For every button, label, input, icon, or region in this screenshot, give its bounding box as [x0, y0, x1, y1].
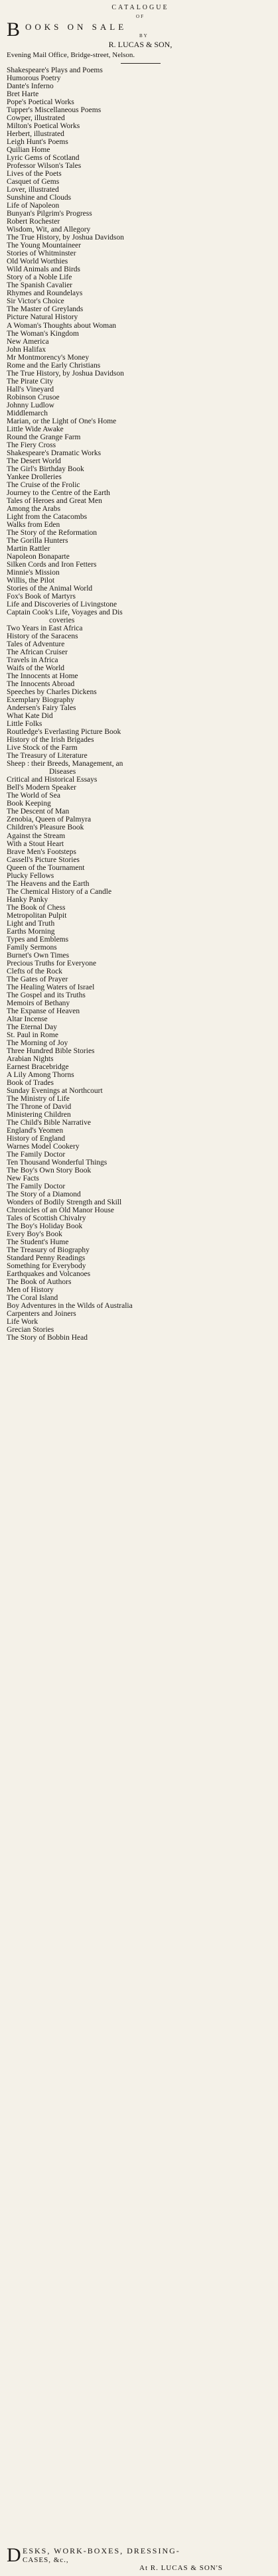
book-title: The Gorilla Hunters — [7, 536, 68, 545]
book-title: Sunshine and Clouds — [7, 194, 72, 202]
book-title: The Coral Island — [7, 1294, 58, 1303]
book-title: Quilian Home — [7, 146, 50, 155]
book-title: Live Stock of the Farm — [7, 744, 78, 752]
book-title: Zenobia, Queen of Palmyra — [7, 816, 92, 824]
book-title: Marian, or the Light of One's Home — [7, 417, 117, 425]
book-title: History of England — [7, 1135, 66, 1143]
book-title: Against the Stream — [7, 831, 66, 840]
book-title: Humorous Poetry — [7, 74, 61, 83]
book-title: Little Folks — [7, 720, 42, 729]
of-word: OF — [136, 14, 145, 19]
book-title: Clefts of the Rock — [7, 967, 62, 975]
book-title: The True History, by Joshua Davidson — [7, 369, 124, 378]
book-title: The Boy's Own Story Book — [7, 1167, 92, 1175]
book-title: Tales of Scottish Chivalry — [7, 1214, 86, 1223]
book-title: Casquet of Gems — [7, 178, 60, 186]
book-title: Travels in Africa — [7, 656, 58, 665]
book-title: History of the Saracens — [7, 632, 78, 641]
book-title: Warnes Model Cookery — [7, 1143, 80, 1151]
book-title: Little Wide Awake — [7, 425, 64, 433]
book-title: Old World Worthies — [7, 257, 68, 266]
book-title: The Ministry of Life — [7, 1095, 70, 1104]
book-title: The Fiery Cross — [7, 441, 56, 449]
book-title: Hanky Panky — [7, 895, 48, 904]
book-title: John Halifax — [7, 345, 46, 354]
book-title: The Eternal Day — [7, 1023, 57, 1031]
book-title: Waifs of the World — [7, 664, 65, 673]
book-title: Altar Incense — [7, 1015, 48, 1023]
book-title: Bell's Modern Speaker — [7, 784, 76, 792]
book-title: Herbert, illustrated — [7, 130, 64, 139]
book-title: Rome and the Early Christians — [7, 361, 101, 370]
book-title: Queen of the Tournament — [7, 863, 85, 872]
book-title: Earthquakes and Volcanoes — [7, 1270, 91, 1279]
book-title: Tupper's Miscellaneous Poems — [7, 106, 102, 115]
book-title: Sunday Evenings at Northcourt — [7, 1087, 103, 1095]
book-title: Stories of Whitminster — [7, 250, 76, 258]
by-word: BY — [139, 33, 149, 38]
book-title: Boy Adventures in the Wilds of Australia — [7, 1302, 133, 1311]
book-title: Picture Natural History — [7, 313, 78, 322]
footer-line-1: ESKS, WORK-BOXES, DRESSING- — [23, 2546, 180, 2555]
book-title: Story of a Noble Life — [7, 273, 72, 282]
book-title: A Woman's Thoughts about Woman — [7, 321, 117, 330]
book-title: The Treasury of Biography — [7, 1246, 90, 1255]
book-title: Dante's Inferno — [7, 82, 54, 91]
book-title: The Young Mountaineer — [7, 242, 82, 250]
book-title: Napoleon Bonaparte — [7, 552, 70, 561]
book-title: Life Work — [7, 1318, 38, 1326]
book-title: Hall's Vineyard — [7, 385, 54, 394]
book-title: Precious Truths for Everyone — [7, 959, 97, 967]
book-title: Shakespeare's Plays and Poems — [7, 66, 103, 74]
book-title: Light from the Catacombs — [7, 512, 88, 521]
footer-line-2: CASES, &c., — [23, 2556, 69, 2564]
book-title: Every Boy's Book — [7, 1230, 62, 1239]
heading-drop-capital: B — [7, 19, 21, 40]
book-title: Life of Napoleon — [7, 202, 60, 210]
book-title: The World of Sea — [7, 792, 60, 800]
book-title: The Woman's Kingdom — [7, 329, 79, 338]
book-title: Fox's Book of Martyrs — [7, 593, 76, 601]
seller-name: R. LUCAS & SON, — [108, 40, 173, 49]
book-title: The Student's Hume — [7, 1238, 69, 1247]
book-title: Memoirs of Bethany — [7, 999, 70, 1007]
book-title: Sheep : their Breeds, Management, an — [7, 760, 123, 768]
book-title: The Descent of Man — [7, 808, 70, 816]
book-title: The Gates of Prayer — [7, 975, 68, 983]
book-title: Silken Cords and Iron Fetters — [7, 560, 97, 569]
book-title: Three Hundred Bible Stories — [7, 1046, 95, 1055]
book-title: Walks from Eden — [7, 520, 60, 529]
book-title: Light and Truth — [7, 919, 55, 928]
book-title: Book of Trades — [7, 1078, 54, 1087]
book-title: Diseases — [49, 768, 76, 776]
book-title: Earths Morning — [7, 927, 55, 936]
book-title: Lyric Gems of Scotland — [7, 154, 80, 163]
book-title: The True History, by Joshua Davidson — [7, 234, 124, 242]
book-title: Andersen's Fairy Tales — [7, 704, 76, 713]
book-title: Family Sermons — [7, 943, 57, 952]
book-title: The Story of a Diamond — [7, 1190, 81, 1199]
book-title: The Boy's Holiday Book — [7, 1222, 83, 1231]
book-title: The Heavens and the Earth — [7, 879, 90, 888]
book-title: Ten Thousand Wonderful Things — [7, 1159, 107, 1167]
book-title: Yankee Drolleries — [7, 472, 62, 481]
book-title: The Innocents Abroad — [7, 680, 75, 689]
book-title: Lives of the Poets — [7, 170, 62, 179]
catalogue-heading: CATALOGUE — [111, 4, 169, 11]
book-title: The Desert World — [7, 457, 61, 465]
book-title: A Lily Among Thorns — [7, 1070, 74, 1079]
books-on-sale-heading — [7, 21, 274, 38]
book-title: Stories of the Animal World — [7, 585, 93, 593]
book-title: The Gospel and its Truths — [7, 991, 86, 999]
book-title: Wisdom, Wit, and Allegory — [7, 226, 91, 234]
book-title: Martin Rattler — [7, 544, 50, 553]
heading-title-text: OOKS ON SALE — [25, 22, 127, 32]
book-title: New Facts — [7, 1175, 39, 1183]
book-title: Tales of Adventure — [7, 640, 65, 649]
book-title: Bunyan's Pilgrim's Progress — [7, 210, 92, 218]
book-title: Arabian Nights — [7, 1054, 54, 1063]
book-title: Grecian Stories — [7, 1326, 54, 1334]
book-title: The Morning of Joy — [7, 1038, 68, 1047]
book-title: Burnet's Own Times — [7, 951, 70, 960]
book-title: Willis, the Pilot — [7, 577, 55, 585]
book-title: Middlemarch — [7, 409, 48, 417]
book-title: Types and Emblems — [7, 935, 69, 944]
book-title: New America — [7, 337, 49, 346]
book-title: Leigh Hunt's Poems — [7, 138, 68, 147]
book-title: Carpenters and Joiners — [7, 1310, 76, 1319]
book-title: Two Years in East Africa — [7, 624, 83, 633]
book-title: Men of History — [7, 1286, 54, 1295]
book-title: Mr Montmorency's Money — [7, 353, 90, 362]
footer-line-3: At R. LUCAS & SON'S — [139, 2564, 223, 2572]
book-title: Bret Harte — [7, 90, 39, 99]
book-list — [7, 66, 274, 1342]
book-title: Critical and Historical Essays — [7, 776, 98, 784]
book-title: Milton's Poetical Works — [7, 122, 80, 131]
book-title: Earnest Bracebridge — [7, 1062, 69, 1071]
book-title: Chronicles of an Old Manor House — [7, 1206, 114, 1215]
book-title: Round the Grange Farm — [7, 433, 81, 441]
book-title: coveries — [49, 616, 75, 625]
heading-divider — [121, 63, 161, 64]
book-title: Among the Arabs — [7, 504, 61, 513]
book-title: Professor Wilson's Tales — [7, 162, 82, 171]
book-title: Robert Rochester — [7, 218, 60, 226]
book-title: Speeches by Charles Dickens — [7, 688, 97, 697]
book-title: The Expanse of Heaven — [7, 1007, 80, 1015]
book-title: With a Stout Heart — [7, 839, 64, 848]
book-title: The Healing Waters of Israel — [7, 983, 95, 991]
book-title: The Pirate City — [7, 377, 54, 386]
book-title: Shakespeare's Dramatic Works — [7, 449, 102, 457]
book-title: The Story of Bobbin Head — [7, 1334, 88, 1342]
book-title: Journey to the Centre of the Earth — [7, 488, 110, 497]
book-title: The Book of Chess — [7, 903, 66, 912]
book-title: Plucky Fellows — [7, 871, 54, 880]
seller-address: Evening Mail Office, Bridge-street, Nelson. — [7, 51, 135, 59]
book-title: The Innocents at Home — [7, 672, 78, 681]
book-title: The Master of Greylands — [7, 305, 84, 314]
book-title: The Story of the Reformation — [7, 528, 98, 537]
footer-drop-capital: D — [7, 2544, 21, 2566]
book-title: Lover, illustrated — [7, 186, 59, 194]
book-title: The Cruise of the Frolic — [7, 480, 80, 489]
book-title: What Kate Did — [7, 712, 53, 721]
book-title: Sir Victor's Choice — [7, 297, 64, 306]
book-title: Ministering Children — [7, 1111, 71, 1119]
book-title: Minnie's Mission — [7, 568, 60, 577]
book-title: Metropolitan Pulpit — [7, 911, 67, 920]
book-title: Pope's Poetical Works — [7, 98, 74, 107]
book-title: The Child's Bible Narrative — [7, 1119, 91, 1127]
book-title: England's Yeomen — [7, 1127, 64, 1135]
book-title: History of the Irish Brigades — [7, 736, 94, 745]
book-title: Rhymes and Roundelays — [7, 289, 83, 298]
book-title: The Treasury of Literature — [7, 752, 88, 760]
book-title: Something for Everybody — [7, 1262, 86, 1271]
book-title: Children's Pleasure Book — [7, 823, 84, 832]
book-title: Book Keeping — [7, 800, 51, 808]
book-title: Tales of Heroes and Great Men — [7, 496, 102, 505]
book-title: Exemplary Biography — [7, 696, 74, 705]
book-title: Life and Discoveries of Livingstone — [7, 601, 117, 609]
book-title: The Throne of David — [7, 1103, 72, 1111]
book-title: The Girl's Birthday Book — [7, 465, 84, 473]
book-title: Cassell's Picture Stories — [7, 855, 80, 864]
book-title: The Spanish Cavalier — [7, 281, 73, 290]
book-title: Routledge's Everlasting Picture Book — [7, 728, 121, 737]
book-title: Captain Cook's Life, Voyages and Dis — [7, 608, 123, 617]
book-title: Wild Animals and Birds — [7, 265, 81, 274]
book-title: The Book of Authors — [7, 1278, 72, 1287]
book-title: The Family Doctor — [7, 1151, 66, 1159]
book-title: Wonders of Bodily Strength and Skill — [7, 1198, 122, 1207]
book-title: St. Paul in Rome — [7, 1031, 58, 1039]
book-title: Robinson Crusoe — [7, 393, 60, 401]
book-title: Brave Men's Footsteps — [7, 847, 76, 856]
book-title: Johnny Ludlow — [7, 401, 54, 409]
book-title: Standard Penny Readings — [7, 1254, 86, 1263]
book-title: The Family Doctor — [7, 1182, 66, 1191]
book-title: The Chemical History of a Candle — [7, 887, 112, 896]
book-title: The African Cruiser — [7, 648, 68, 657]
book-title: Cowper, illustrated — [7, 114, 65, 123]
